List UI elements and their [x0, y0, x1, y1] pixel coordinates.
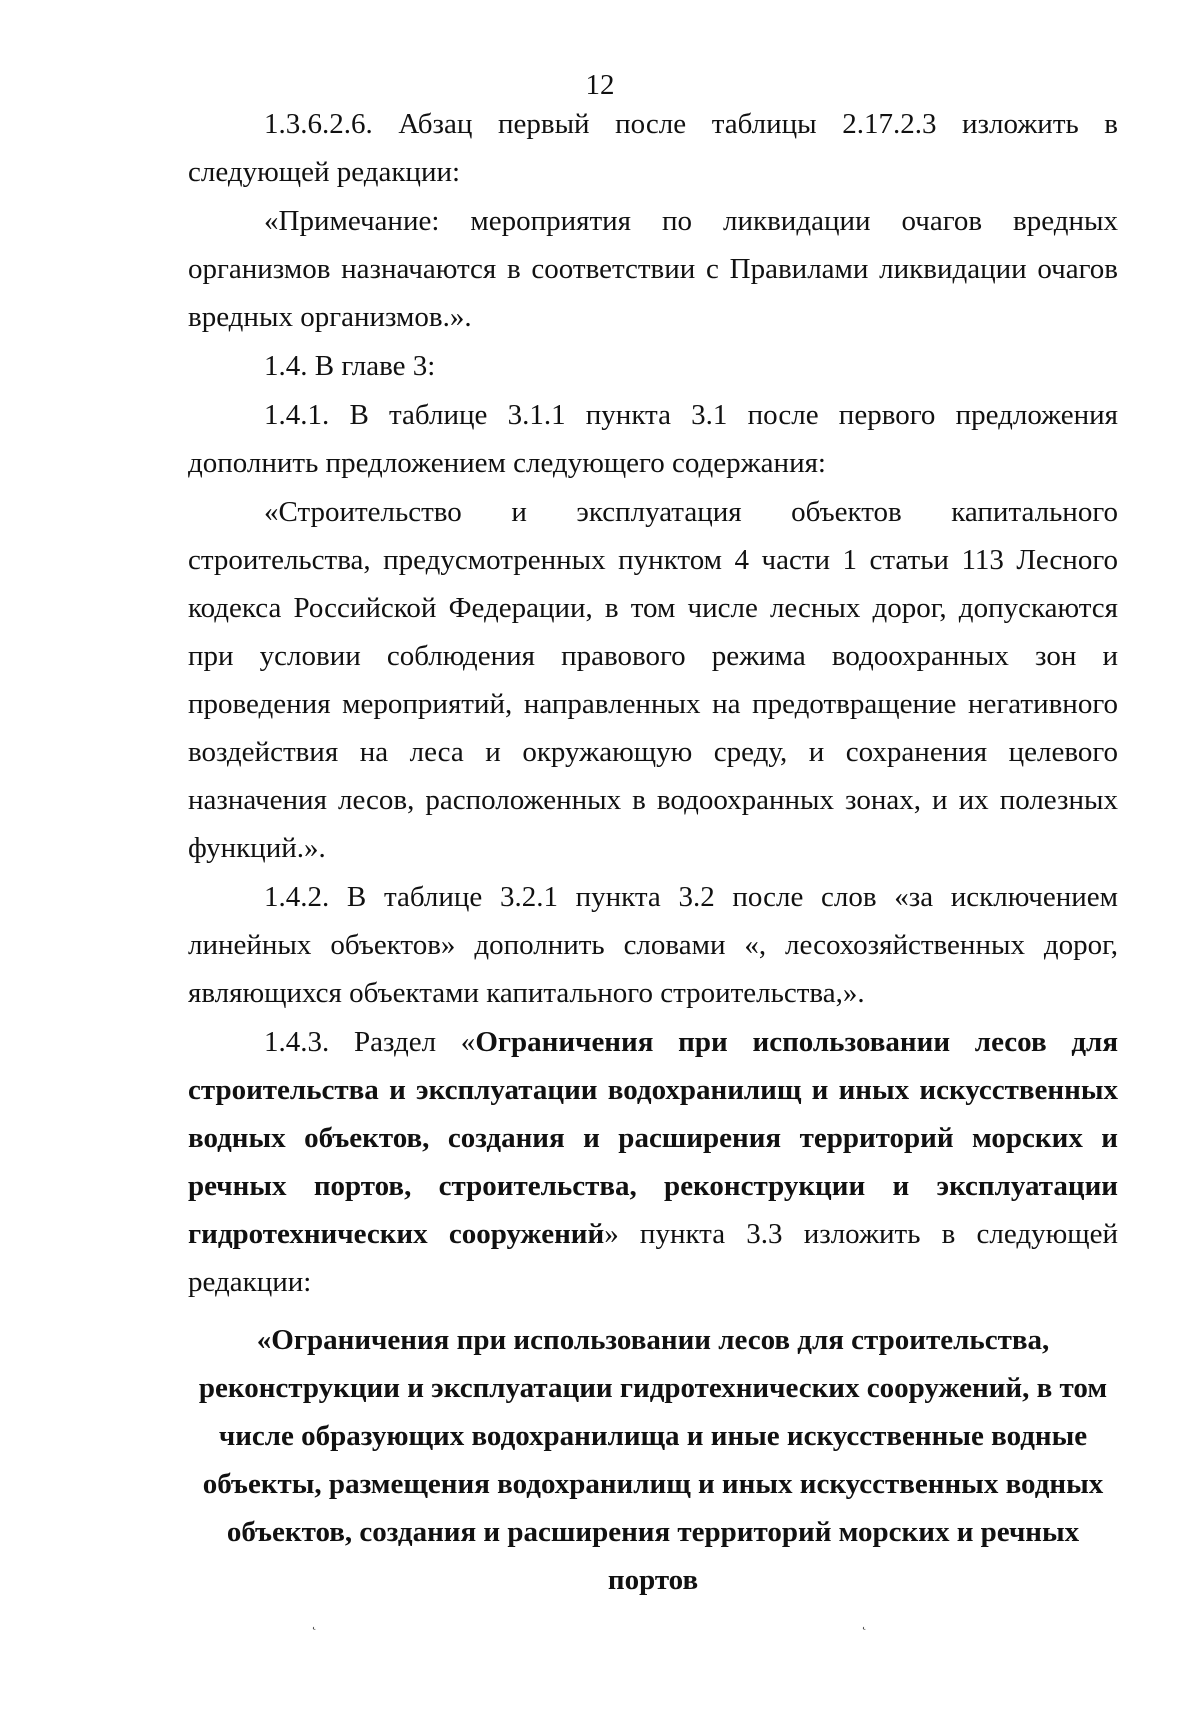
heading-line: объектов, создания и расширения территорий морских и речных [226, 1516, 1080, 1548]
scan-mark: ˛ [862, 1616, 867, 1631]
paragraph-text: 1.4.3. Раздел « [264, 1026, 476, 1058]
page-number: 12 [585, 69, 615, 101]
paragraph-quote-construction [188, 488, 1118, 872]
paragraph-1-4-1 [188, 391, 1118, 487]
paragraph-text: «Строительство и эксплуатация объектов капитального строительства, предусмотренных пунктом 4 части 1 статьи 113 Лесного кодекса Российской Федерации, в том числе лесных дорог, допускаются при условии соблюдения правового режима водоохранных зон и проведения мероприятий, направленных на предотвращение негативного воздействия на леса и окружающую среду, и сохранения целевого назначения лесов, расположенных в водоохранных зонах, и их полезных функций.». [188, 496, 1118, 864]
heading-line: числе образующих водохранилища и иные искусственные водные [218, 1420, 1088, 1452]
paragraph-1-4 [188, 342, 1118, 390]
document-body [188, 100, 1118, 1604]
section-title-bold: Ограничения при использовании лесов для строительства и эксплуатации водохранилищ и иных искусственных водных объектов, создания и расширения территорий морских и речных портов, строительства, реконструкции и эксплуатации гидротехнических сооружений [188, 1026, 1119, 1250]
paragraph-text: 1.4. В главе 3: [264, 350, 436, 382]
paragraph-note [188, 197, 1118, 341]
section-heading [188, 1316, 1118, 1604]
paragraph-text: 1.4.1. В таблице 3.1.1 пункта 3.1 после первого предложения дополнить предложением следующего содержания: [188, 399, 1118, 479]
paragraph-1-4-3 [188, 1018, 1118, 1306]
heading-line: портов [607, 1564, 699, 1596]
paragraph-1-3-6-2-6 [188, 100, 1118, 196]
heading-line: «Ограничения при использовании лесов для строительства, [256, 1324, 1050, 1356]
scan-mark: ˛ [312, 1616, 317, 1631]
paragraph-text: 1.3.6.2.6. Абзац первый после таблицы 2.17.2.3 изложить в следующей редакции: [188, 108, 1118, 188]
heading-line: реконструкции и эксплуатации гидротехнических сооружений, в том [198, 1372, 1108, 1404]
paragraph-text: 1.4.2. В таблице 3.2.1 пункта 3.2 после слов «за исключением линейных объектов» дополнить словами «, лесохозяйственных дорог, являющихся объектами капитального строительства,». [188, 881, 1118, 1009]
paragraph-text: » пункта 3.3 изложить в следующей редакции: [188, 1218, 1119, 1298]
paragraph-text: «Примечание: мероприятия по ликвидации очагов вредных организмов назначаются в соответствии с Правилами ликвидации очагов вредных организмов.». [188, 205, 1118, 333]
heading-line: объекты, размещения водохранилищ и иных искусственных водных [202, 1468, 1104, 1500]
paragraph-1-4-2 [188, 873, 1118, 1017]
